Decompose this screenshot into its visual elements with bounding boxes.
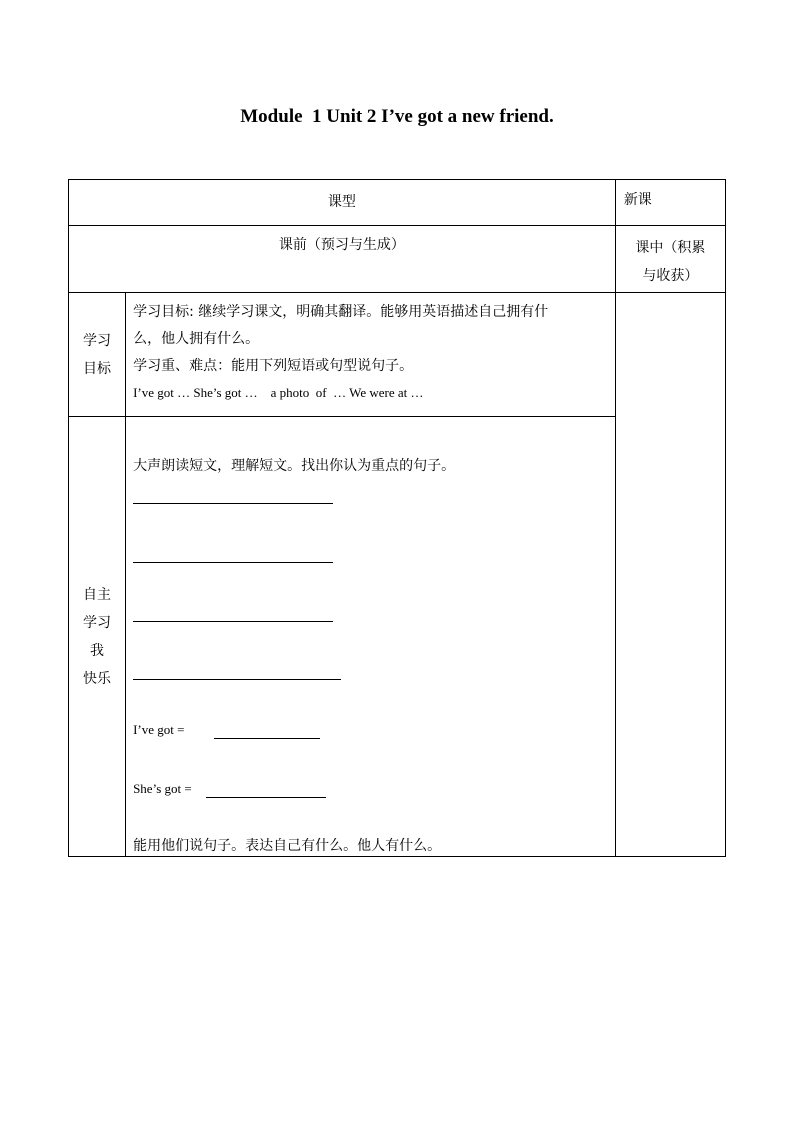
lesson-plan-table bbox=[68, 179, 726, 857]
goals-line-4: I’ve got … She’s got … a photo of … We were at … bbox=[133, 385, 424, 400]
page-title: Module 1 Unit 2 I’ve got a new friend. bbox=[240, 106, 554, 127]
self-study-label-line2: 学习 bbox=[83, 614, 112, 631]
answer-blank-3[interactable] bbox=[133, 621, 333, 622]
self-study-closing: 能用他们说句子。表达自己有什么。他人有什么。 bbox=[133, 838, 442, 854]
table-row-lesson-type bbox=[69, 180, 726, 226]
in-class-header-line2: 与收获） bbox=[642, 268, 699, 284]
goals-content bbox=[126, 293, 616, 417]
self-study-label-line1: 自主 bbox=[83, 586, 112, 603]
goals-label-line1: 学习 bbox=[83, 332, 112, 349]
self-study-label-line4: 快乐 bbox=[83, 670, 112, 687]
goals-line-1: 学习目标: 继续学习课文，明确其翻译。能够用英语描述自己拥有什 bbox=[133, 304, 549, 320]
ive-got-label: I’ve got = bbox=[133, 722, 188, 737]
lesson-type-value: 新课 bbox=[615, 180, 725, 226]
self-study-label-line3: 我 bbox=[90, 642, 105, 659]
goals-line-2: 么，他人拥有什么。 bbox=[133, 331, 260, 347]
goals-line-3: 学习重、难点：能用下列短语或句型说句子。 bbox=[133, 358, 414, 374]
goals-label bbox=[69, 293, 126, 417]
pre-class-header: 课前（预习与生成） bbox=[69, 226, 616, 293]
answer-blank-4[interactable] bbox=[133, 679, 341, 680]
in-class-header bbox=[615, 226, 725, 293]
self-study-instruction: 大声朗读短文，理解短文。找出你认为重点的句子。 bbox=[133, 458, 456, 474]
shes-got-label: She’s got = bbox=[133, 781, 192, 796]
self-study-label bbox=[69, 417, 126, 857]
table-row-goals bbox=[69, 293, 726, 417]
in-class-header-line1: 课中（积累 bbox=[635, 240, 706, 256]
self-study-content bbox=[126, 417, 616, 857]
lesson-type-label: 课型 bbox=[69, 180, 616, 226]
table-row-headers bbox=[69, 226, 726, 293]
in-class-notes-cell bbox=[615, 293, 725, 857]
answer-blank-2[interactable] bbox=[133, 562, 333, 563]
goals-label-line2: 目标 bbox=[83, 360, 112, 377]
ive-got-blank[interactable] bbox=[214, 738, 320, 739]
answer-blank-1[interactable] bbox=[133, 503, 333, 504]
shes-got-blank[interactable] bbox=[206, 797, 326, 798]
